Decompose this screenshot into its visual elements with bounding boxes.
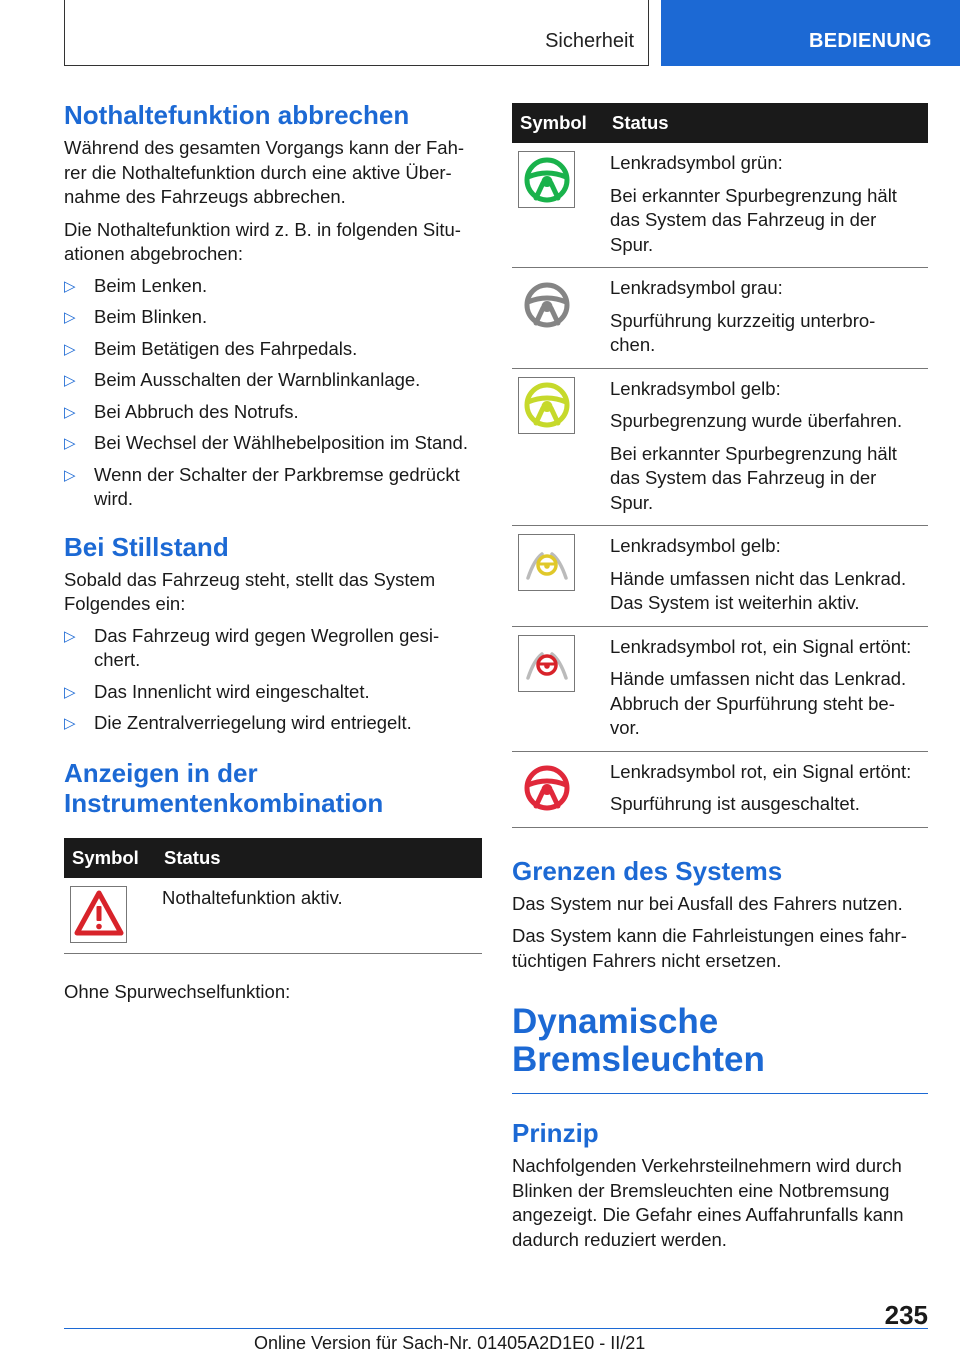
table-header-row <box>64 838 482 878</box>
list-item: ▷ Das Fahrzeug wird gegen Wegrollen gesi-chert. <box>64 624 482 673</box>
symbol-cell <box>512 143 604 268</box>
steering-wheel-icon <box>518 377 575 434</box>
list-item: ▷ Beim Betätigen des Fahrpedals. <box>64 337 482 362</box>
paragraph: Während des gesamten Vorgangs kann der Fah-rer die Nothaltefunktion durch eine aktive Über-nahme des Fahrzeugs abbrechen. <box>64 137 465 207</box>
col-status-header: Status <box>156 838 482 878</box>
status-cell <box>604 268 928 369</box>
table-row <box>512 268 928 369</box>
steering-status-table <box>512 103 928 828</box>
section-divider <box>512 1093 928 1094</box>
cancel-bullet-list <box>64 274 482 512</box>
paragraph: Ohne Spurwechselfunktion: <box>64 980 291 1002</box>
status-cell <box>604 626 928 751</box>
hands-off-wheel-icon <box>518 635 575 692</box>
status-cell <box>156 878 482 954</box>
status-text: Lenkradsymbol rot, ein Signal ertönt: <box>610 635 912 657</box>
symbol-cell <box>512 368 604 526</box>
status-cell <box>604 751 928 827</box>
symbol-cell <box>512 268 604 369</box>
steering-wheel-icon <box>518 151 575 208</box>
heading-display <box>64 758 482 818</box>
status-text: Spurführung kurzzeitig unterbro-chen. <box>610 309 876 355</box>
list-item: ▷ Bei Wechsel der Wählhebelposition im Stand. <box>64 431 482 456</box>
footer-online-version: Online Version für Sach-Nr. 01405A2D1E0 - II/21 <box>254 1333 646 1353</box>
table-row <box>64 878 482 954</box>
status-text: Spurbegrenzung wurde überfahren. <box>610 410 903 431</box>
table-row <box>512 526 928 627</box>
left-column <box>64 100 482 1004</box>
paragraph: Nachfolgenden Verkehrsteilnehmern wird durch Blinken der Bremsleuchten eine Notbremsung angezeigt. Die Gefahr eines Auffahrunfalls kann dadurch reduziert werden. <box>512 1155 904 1250</box>
table-row <box>512 626 928 751</box>
section-title: Sicherheit <box>545 30 634 52</box>
status-text: Hände umfassen nicht das Lenkrad. Abbruch der Spurführung steht be-vor. <box>610 668 907 738</box>
right-column <box>512 103 928 1252</box>
heading-display-line1: Anzeigen in der <box>64 757 258 788</box>
status-text: Lenkradsymbol gelb: <box>610 377 781 399</box>
page-number: 235 <box>884 1300 928 1330</box>
heading-brake-line2: Bremsleuchten <box>512 1040 765 1079</box>
status-cell <box>604 143 928 268</box>
symbol-cell <box>64 878 156 954</box>
status-text: Bei erkannter Spurbegrenzung hält das System das Fahrzeug in der Spur. <box>610 442 897 513</box>
footer-rule <box>64 1328 928 1329</box>
display-status-table <box>64 838 482 954</box>
table-row <box>512 368 928 526</box>
steering-wheel-icon <box>518 760 575 817</box>
col-symbol-header: Symbol <box>64 838 156 878</box>
list-item: ▷ Beim Blinken. <box>64 305 482 330</box>
status-text: Hände umfassen nicht das Lenkrad. Das System ist weiterhin aktiv. <box>610 567 907 613</box>
heading-display-line2: Instrumentenkombination <box>64 787 384 818</box>
status-cell <box>604 368 928 526</box>
heading-limits: Grenzen des Systems <box>512 855 783 886</box>
heading-brake-lights <box>512 1003 928 1079</box>
header-section-box <box>64 0 649 66</box>
heading-principle: Prinzip <box>512 1118 599 1148</box>
chapter-tab[interactable] <box>661 0 960 66</box>
symbol-cell <box>512 626 604 751</box>
status-text: Lenkradsymbol grün: <box>610 152 783 173</box>
hands-off-wheel-icon <box>518 534 575 591</box>
list-item: ▷ Wenn der Schalter der Parkbremse gedrückt wird. <box>64 463 482 512</box>
status-text: Spurführung ist ausgeschaltet. <box>610 793 860 814</box>
col-status-header: Status <box>604 103 928 143</box>
symbol-cell <box>512 526 604 627</box>
table-row <box>512 143 928 268</box>
paragraph: Sobald das Fahrzeug steht, stellt das System Folgendes ein: <box>64 568 436 614</box>
standstill-bullet-list <box>64 624 482 736</box>
status-text: Nothaltefunktion aktiv. <box>162 886 343 908</box>
heading-brake-line1: Dynamische <box>512 1002 719 1041</box>
table-header-row <box>512 103 928 143</box>
heading-cancel: Nothaltefunktion abbrechen <box>64 100 410 130</box>
status-text: Lenkradsymbol rot, ein Signal ertönt: <box>610 760 912 782</box>
symbol-cell <box>512 751 604 827</box>
col-symbol-header: Symbol <box>512 103 604 143</box>
paragraph: Das System kann die Fahrleistungen eines fahr-tüchtigen Fahrers nicht ersetzen. <box>512 925 907 971</box>
paragraph: Die Nothaltefunktion wird z. B. in folgenden Situ-ationen abgebrochen: <box>64 218 461 264</box>
warning-triangle-icon <box>70 886 127 943</box>
status-text: Lenkradsymbol gelb: <box>610 535 781 556</box>
heading-standstill: Bei Stillstand <box>64 531 229 562</box>
list-item: ▷ Bei Abbruch des Notrufs. <box>64 400 482 425</box>
steering-wheel-icon <box>518 276 575 333</box>
list-item: ▷ Das Innenlicht wird eingeschaltet. <box>64 680 482 705</box>
chapter-title: BEDIENUNG <box>809 30 932 52</box>
status-text: Bei erkannter Spurbegrenzung hält das System das Fahrzeug in der Spur. <box>610 184 897 255</box>
table-row <box>512 751 928 827</box>
status-text: Lenkradsymbol grau: <box>610 277 783 298</box>
list-item: ▷ Die Zentralverriegelung wird entriegelt. <box>64 711 482 736</box>
paragraph: Das System nur bei Ausfall des Fahrers nutzen. <box>512 892 903 914</box>
list-item: ▷ Beim Ausschalten der Warnblinkanlage. <box>64 368 482 393</box>
status-cell <box>604 526 928 627</box>
list-item: ▷ Beim Lenken. <box>64 274 482 299</box>
